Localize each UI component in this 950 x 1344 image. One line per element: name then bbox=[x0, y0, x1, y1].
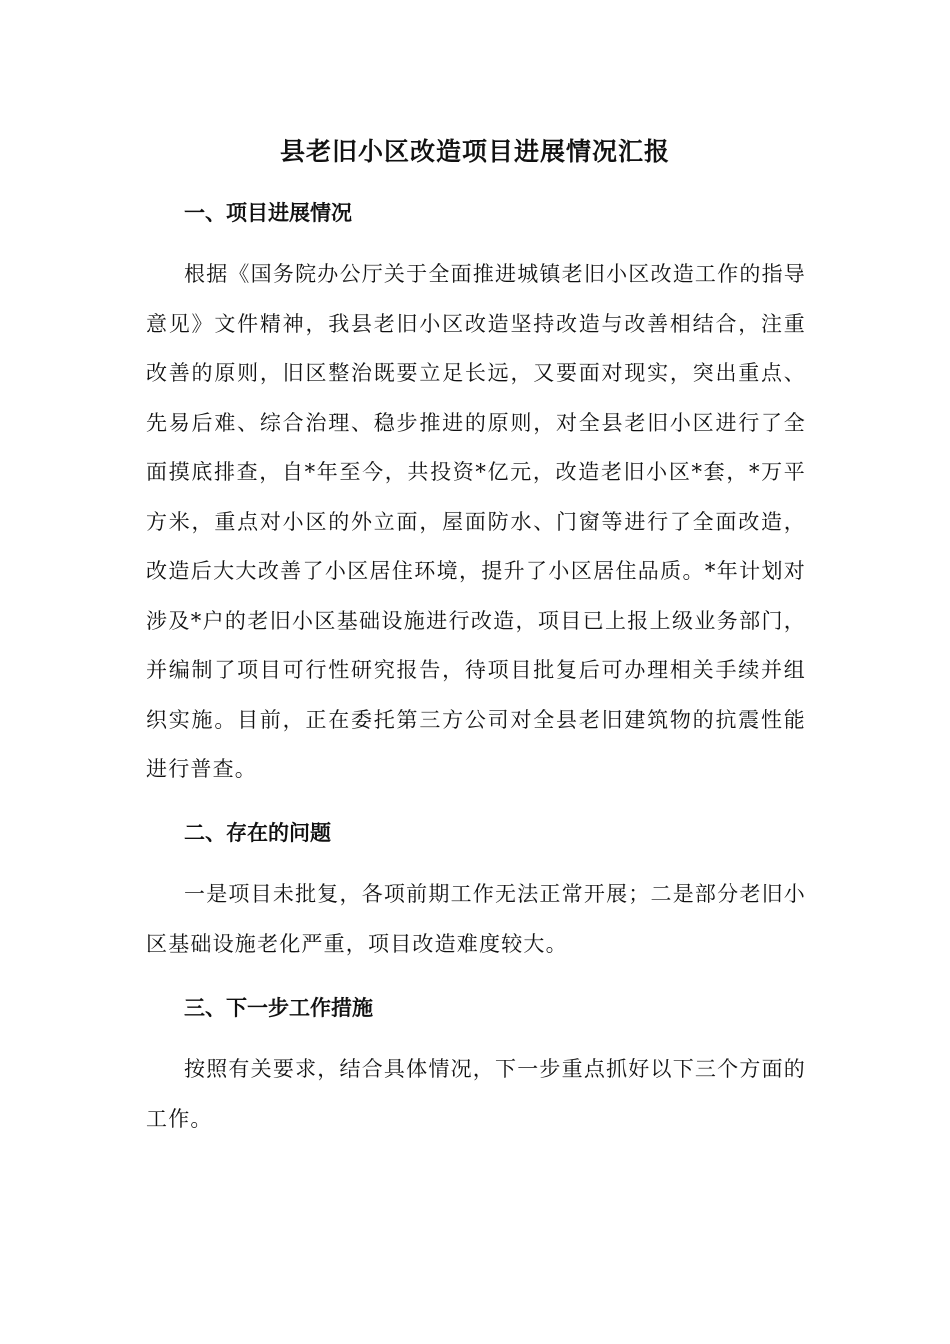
section-heading-problems: 二、存在的问题 bbox=[184, 820, 331, 845]
document-title: 县老旧小区改造项目进展情况汇报 bbox=[279, 137, 670, 166]
section-body-progress: 根据《国务院办公厅关于全面推进城镇老旧小区改造工作的指导意见》文件精神，我县老旧小区改造坚持改造与改善相结合，注重改善的原则，旧区整治既要立足长远，又要面对现实，突出重点、先易后难、综合治理、稳步推进的原则，对全县老旧小区进行了全面摸底排查，自*年至今，共投资*亿元，改造老旧小区*套，*万平方米，重点对小区的外立面，屋面防水、门窗等进行了全面改造，改造后大大改善了小区居住环境，提升了小区居住品质。*年计划对涉及*户的老旧小区基础设施进行改造，项目已上报上级业务部门，并编制了项目可行性研究报告，待项目批复后可办理相关手续并组织实施。目前，正在委托第三方公司对全县老旧建筑物的抗震性能进行普查。 bbox=[146, 262, 806, 781]
section-body-problems: 一是项目未批复，各项前期工作无法正常开展；二是部分老旧小区基础设施老化严重，项目改造难度较大。 bbox=[146, 882, 806, 956]
section-body-next-steps: 按照有关要求，结合具体情况，下一步重点抓好以下三个方面的工作。 bbox=[146, 1057, 806, 1131]
section-heading-progress: 一、项目进展情况 bbox=[184, 200, 352, 225]
section-heading-next-steps: 三、下一步工作措施 bbox=[184, 995, 373, 1020]
